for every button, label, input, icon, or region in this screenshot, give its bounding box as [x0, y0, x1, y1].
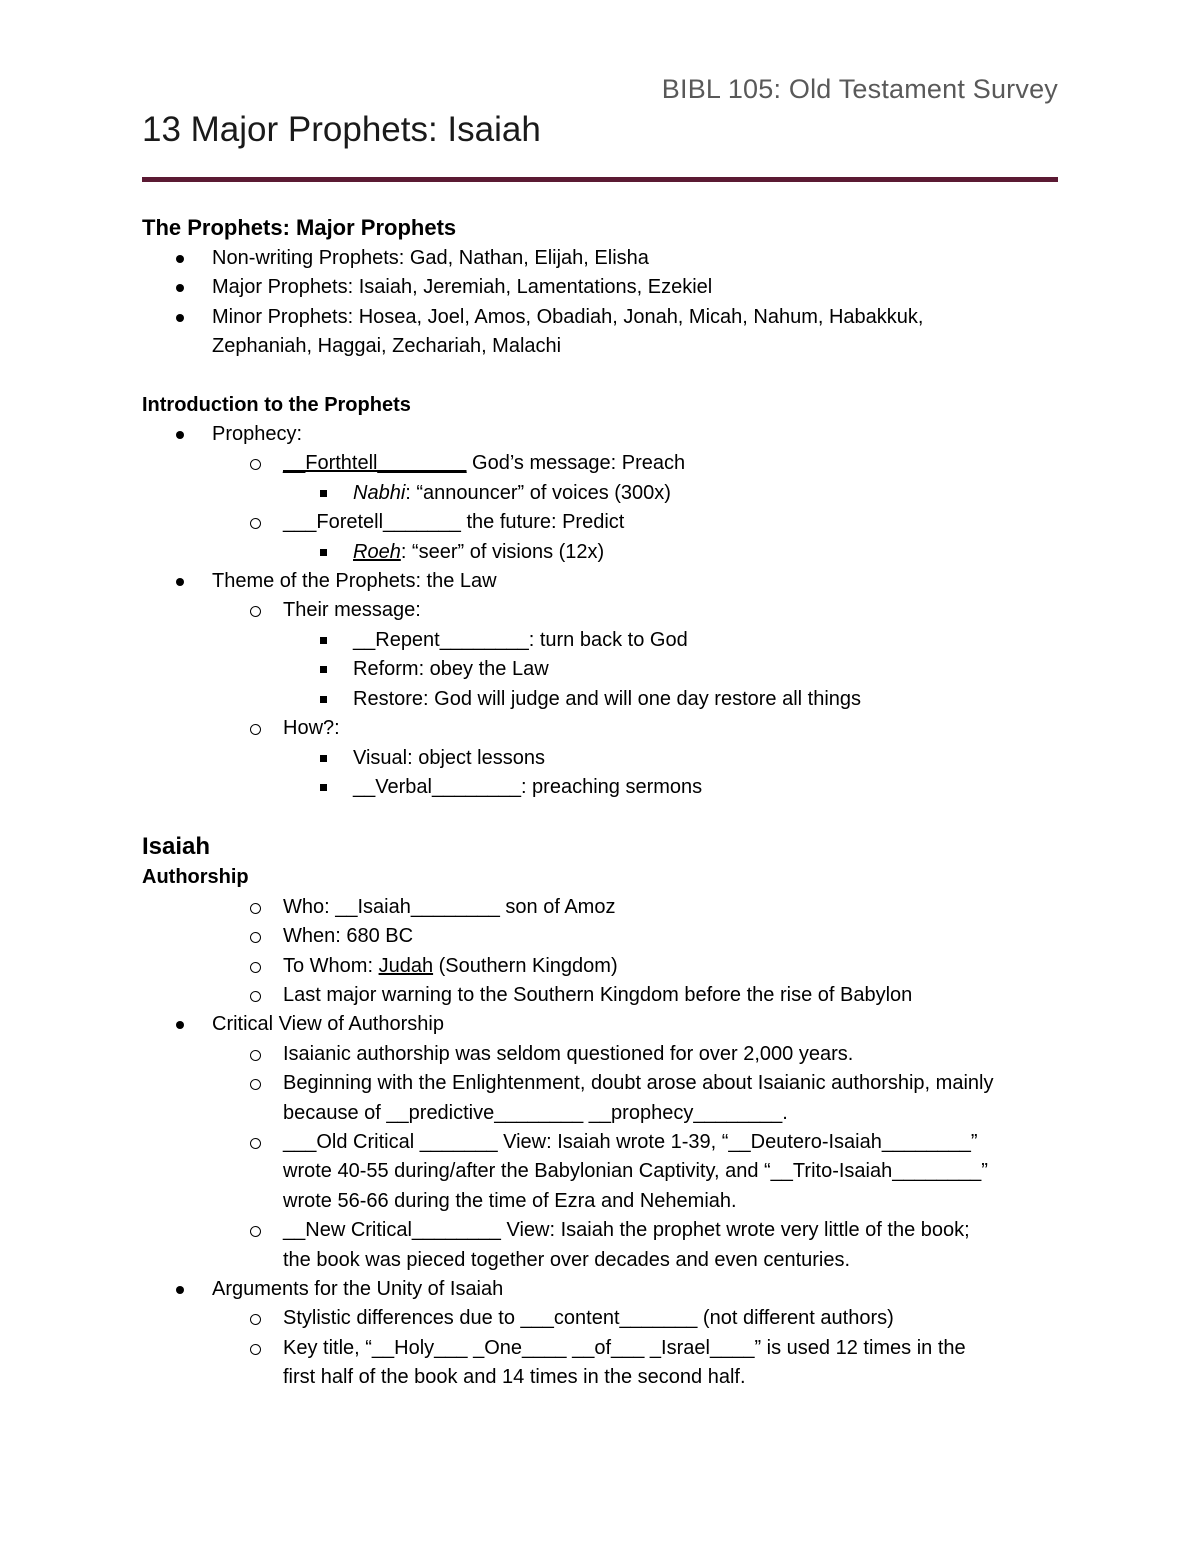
list-item: Non-writing Prophets: Gad, Nathan, Elijah, Elisha	[142, 244, 1072, 273]
circle-bullet-icon	[250, 903, 261, 914]
list-item: Arguments for the Unity of Isaiah	[142, 1275, 1072, 1304]
list-item: Stylistic differences due to ___content_______ (not different authors)	[142, 1304, 1072, 1333]
list-item: Reform: obey the Law	[142, 655, 1072, 684]
course-header: BIBL 105: Old Testament Survey	[661, 74, 1058, 104]
bullet-icon	[176, 578, 184, 586]
list-item-continuation: the book was pieced together over decades and even centuries.	[283, 1248, 851, 1271]
list-item: How?:	[142, 714, 1072, 743]
list-item: Last major warning to the Southern Kingdom before the rise of Babylon	[142, 981, 1072, 1010]
bullet-icon	[176, 255, 184, 263]
bullet-icon	[176, 314, 184, 322]
list-item: When: 680 BC	[142, 922, 1072, 951]
list-item-continuation: first half of the book and 14 times in the second half.	[283, 1366, 746, 1389]
circle-bullet-icon	[250, 1344, 261, 1355]
list-item: To Whom: Judah (Southern Kingdom)	[142, 952, 1072, 981]
circle-bullet-icon	[250, 1314, 261, 1325]
list-item: Critical View of Authorship	[142, 1010, 1072, 1039]
list-item-continuation: wrote 56-66 during the time of Ezra and Nehemiah.	[283, 1189, 737, 1212]
list-item: Their message:	[142, 596, 1072, 625]
list-item: Visual: object lessons	[142, 744, 1072, 773]
circle-bullet-icon	[250, 1050, 261, 1061]
list-item: ___Foretell_______ the future: Predict	[142, 508, 1072, 537]
section-heading-major-prophets: The Prophets: Major Prophets	[142, 215, 457, 240]
circle-bullet-icon	[250, 459, 261, 470]
list-item: Prophecy:	[142, 420, 1072, 449]
list-item: Minor Prophets: Hosea, Joel, Amos, Obadiah, Jonah, Micah, Nahum, Habakkuk,	[142, 303, 1072, 332]
list-item: Theme of the Prophets: the Law	[142, 567, 1072, 596]
list-item: Restore: God will judge and will one day restore all things	[142, 685, 1072, 714]
circle-bullet-icon	[250, 1226, 261, 1237]
circle-bullet-icon	[250, 962, 261, 973]
list-item: Major Prophets: Isaiah, Jeremiah, Lamentations, Ezekiel	[142, 273, 1072, 302]
square-bullet-icon	[320, 755, 327, 762]
section-heading-isaiah: Isaiah	[142, 833, 211, 861]
list-item: ___Old Critical _______ View: Isaiah wrote 1-39, “__Deutero-Isaiah________”	[142, 1128, 1072, 1157]
list-item: __Forthtell________ God’s message: Preach	[142, 449, 1072, 478]
title-divider	[142, 177, 1058, 182]
list-item-continuation: Zephaniah, Haggai, Zechariah, Malachi	[212, 335, 562, 358]
bullet-icon	[176, 284, 184, 292]
circle-bullet-icon	[250, 932, 261, 943]
bullet-icon	[176, 1286, 184, 1294]
square-bullet-icon	[320, 490, 327, 497]
subheading-authorship: Authorship	[142, 866, 249, 889]
circle-bullet-icon	[250, 606, 261, 617]
circle-bullet-icon	[250, 1138, 261, 1149]
square-bullet-icon	[320, 549, 327, 556]
list-item: __New Critical________ View: Isaiah the prophet wrote very little of the book;	[142, 1216, 1072, 1245]
list-item: Isaianic authorship was seldom questioned for over 2,000 years.	[142, 1040, 1072, 1069]
list-item: __Repent________: turn back to God	[142, 626, 1072, 655]
circle-bullet-icon	[250, 518, 261, 529]
page-title: 13 Major Prophets: Isaiah	[142, 110, 541, 149]
circle-bullet-icon	[250, 724, 261, 735]
list-item-continuation: wrote 40-55 during/after the Babylonian Captivity, and “__Trito-Isaiah________”	[283, 1160, 988, 1183]
list-item: Beginning with the Enlightenment, doubt arose about Isaianic authorship, mainly	[142, 1069, 1072, 1098]
list-item: Who: __Isaiah________ son of Amoz	[142, 893, 1072, 922]
square-bullet-icon	[320, 784, 327, 791]
bullet-icon	[176, 1021, 184, 1029]
square-bullet-icon	[320, 637, 327, 644]
list-item: Nabhi: “announcer” of voices (300x)	[142, 479, 1072, 508]
square-bullet-icon	[320, 696, 327, 703]
bullet-icon	[176, 431, 184, 439]
list-item-continuation: because of __predictive________ __prophecy________.	[283, 1101, 788, 1124]
section-heading-introduction: Introduction to the Prophets	[142, 393, 411, 416]
document-body	[142, 212, 1072, 1393]
list-item: Key title, “__Holy___ _One____ __of___ _Israel____” is used 12 times in the	[142, 1334, 1072, 1363]
circle-bullet-icon	[250, 1079, 261, 1090]
square-bullet-icon	[320, 666, 327, 673]
circle-bullet-icon	[250, 991, 261, 1002]
list-item: __Verbal________: preaching sermons	[142, 773, 1072, 802]
list-item: Roeh: “seer” of visions (12x)	[142, 538, 1072, 567]
